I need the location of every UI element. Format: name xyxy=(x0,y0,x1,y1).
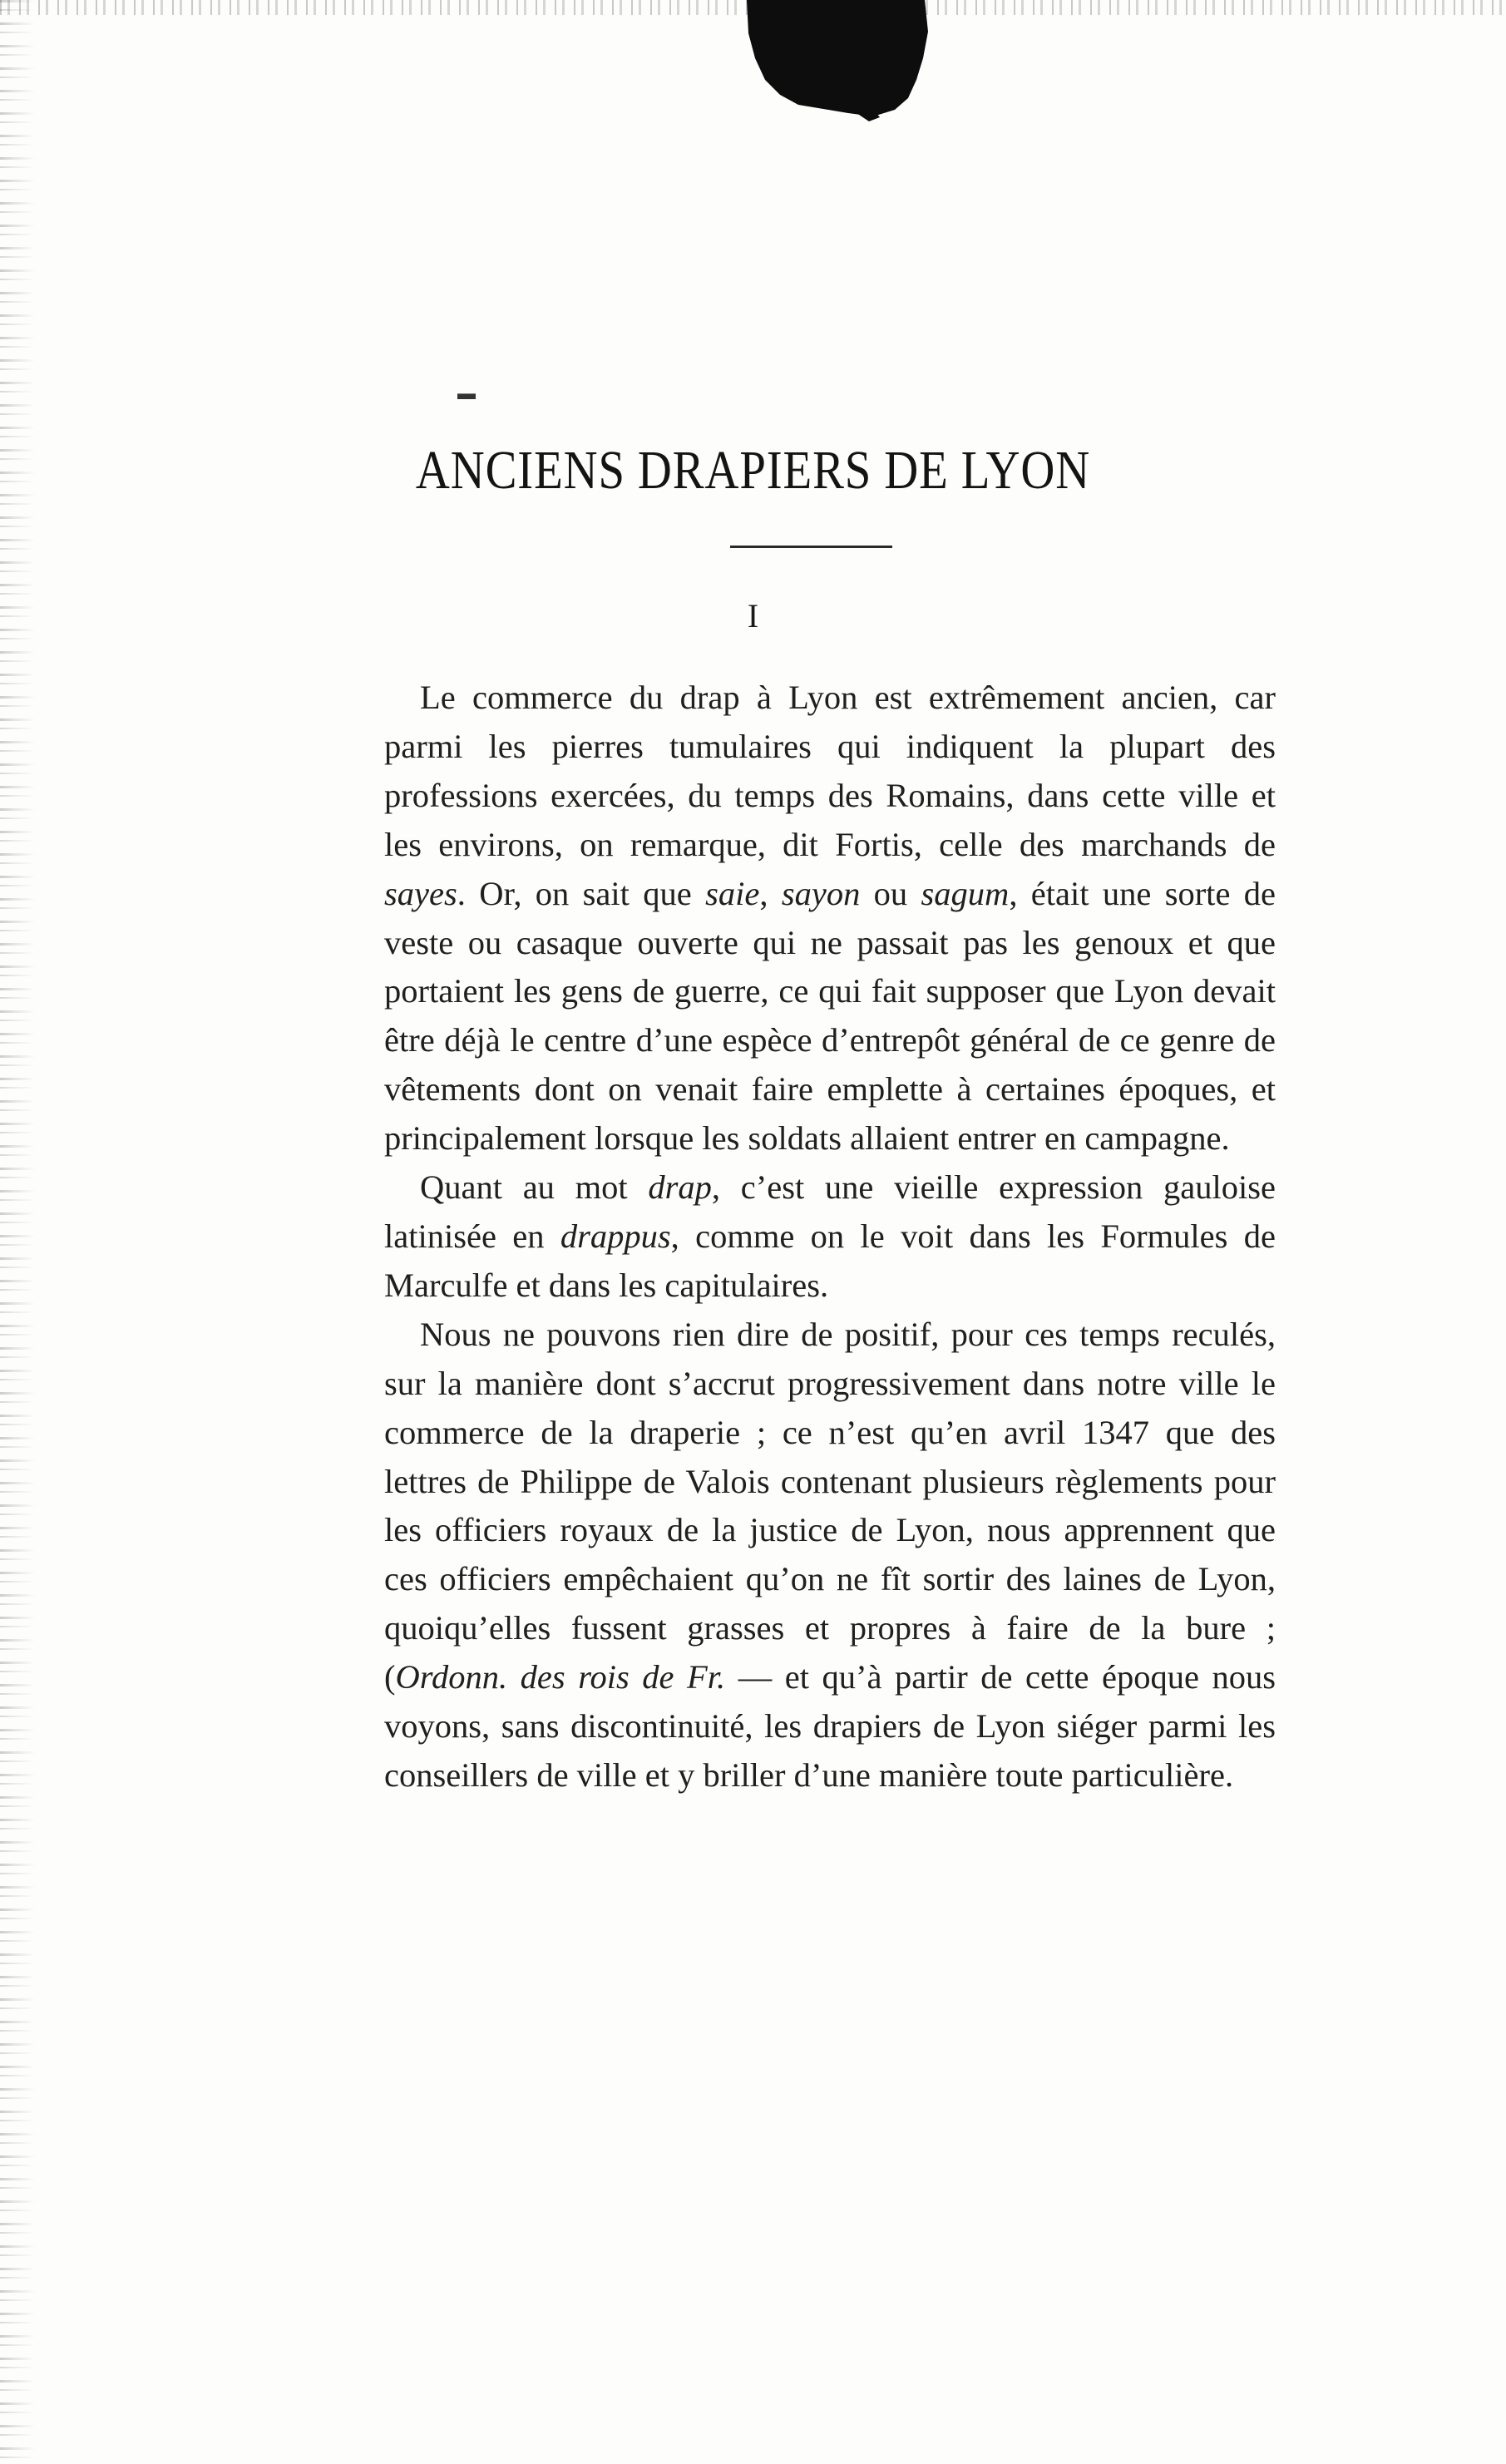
italic-term: sagum xyxy=(921,874,1010,912)
paragraph-3 xyxy=(384,1311,1276,1800)
scan-left-edge xyxy=(0,0,35,2464)
text-run: Quant au mot xyxy=(420,1168,649,1207)
section-number: I xyxy=(747,597,759,635)
text-run: . Or, on sait que xyxy=(457,874,706,912)
text-run: ou xyxy=(860,874,921,912)
text-run: , comme on le voit dans les Formules de Marculfe et dans les capitulaires. xyxy=(384,1217,1276,1304)
text-run: — et qu’à partir de cette époque nous voyons, sans discontinuité, les drapiers de Lyon siéger parmi les conseillers de ville et y briller d’une manière toute particulière. xyxy=(384,1658,1276,1794)
text-run: , c’est une vieille expression gauloise latinisée en xyxy=(384,1168,1276,1255)
italic-term: drap xyxy=(648,1168,712,1207)
text-run: , xyxy=(759,874,782,912)
italic-term: sayon xyxy=(781,874,861,912)
italic-term: drappus xyxy=(560,1217,671,1255)
text-run: , était une sorte de veste ou casaque ouverte qui ne passait pas les genoux et que portaient les gens de guerre, ce qui fait supposer que Lyon devait être déjà le centre d’une espèce d’entrepôt général de ce genre de vêtements dont on venait faire emplette à certaines époques, et principalement lorsque les soldats allaient entrer en campagne. xyxy=(384,874,1276,1158)
text-run: Le commerce du drap à Lyon est extrêmement ancien, car parmi les pierres tumulaires qui indiquent la plupart des professions exercées, du temps des Romains, dans cette ville et les environs, on remarque, dit Fortis, celle des marchands de xyxy=(384,679,1276,863)
stray-mark: ▬ xyxy=(457,383,476,403)
paragraph-1 xyxy=(384,674,1276,1163)
paragraph-2 xyxy=(384,1163,1276,1311)
title-divider xyxy=(730,546,892,548)
ink-blot-stain xyxy=(732,0,936,125)
italic-term: sayes xyxy=(384,874,457,912)
document-title: ANCIENS DRAPIERS DE LYON xyxy=(415,440,1091,501)
body-text xyxy=(384,674,1276,1800)
italic-term: Ordonn. des rois de Fr. xyxy=(395,1658,726,1696)
text-run: Nous ne pouvons rien dire de positif, pour ces temps reculés, sur la manière dont s’accrut progressivement dans notre ville le commerce de la draperie ; ce n’est qu’en avril 1347 que des lettres de Philippe de Valois contenant plusieurs règlements pour les officiers royaux de la justice de Lyon, nous apprennent que ces officiers empêchaient qu’on ne fît sortir des laines de Lyon, quoiqu’elles fussent grasses et propres à faire de la bure ; ( xyxy=(384,1315,1276,1696)
italic-term: saie xyxy=(705,874,760,912)
